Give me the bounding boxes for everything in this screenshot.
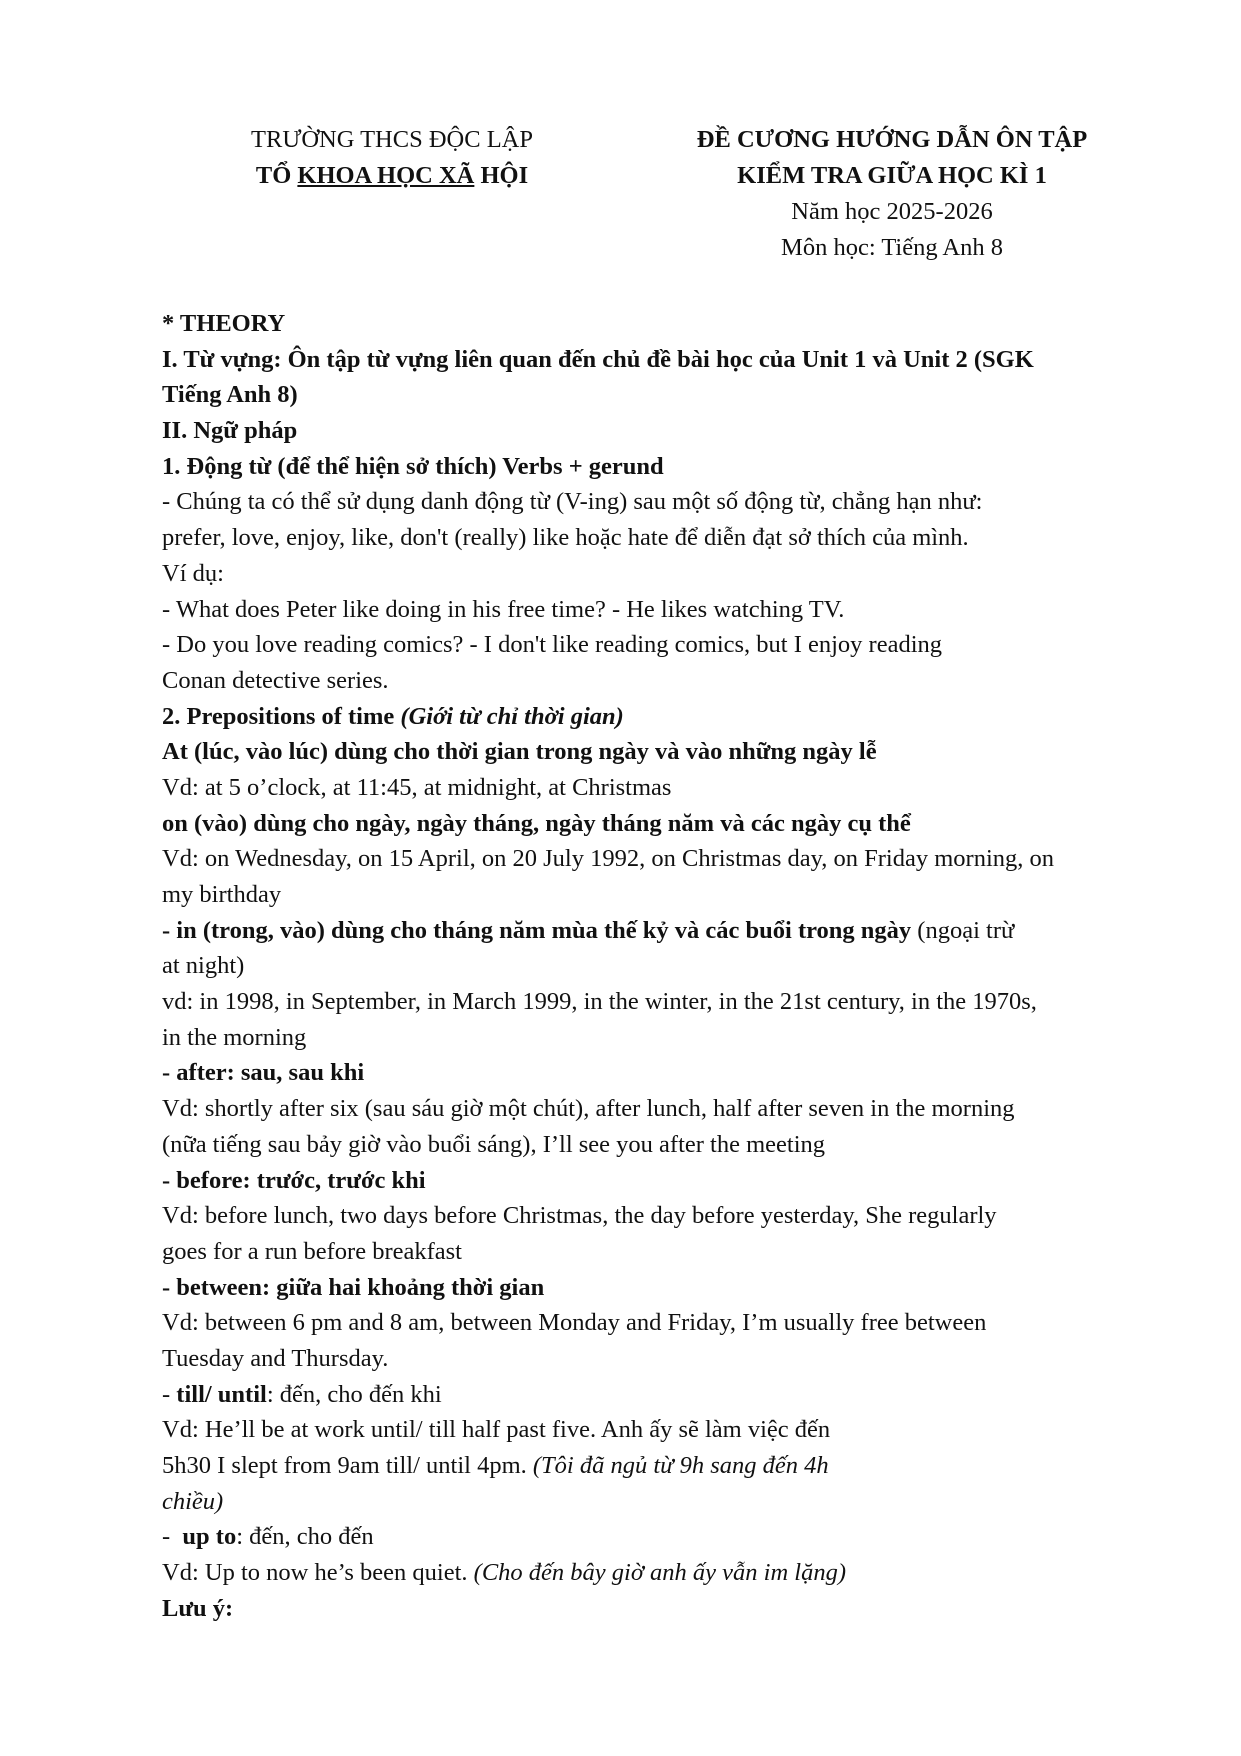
note-label: Lưu ý: — [162, 1594, 234, 1622]
verbs-description-line2: prefer, love, enjoy, like, don't (really) like hoặc hate để diễn đạt sở thích của mình. — [162, 524, 969, 552]
example-2-line2: Conan detective series. — [162, 666, 389, 694]
before-rule: - before: trước, trước khi — [162, 1166, 426, 1194]
on-example-line2: my birthday — [162, 881, 282, 908]
document-title-line1: ĐỀ CƯƠNG HƯỚNG DẪN ÔN TẬP — [696, 126, 1088, 153]
upto-example: Vd: Up to now he’s been quiet. (Cho đến bây giờ anh ấy vẫn im lặng) — [162, 1559, 847, 1587]
before-example-line1: Vd: before lunch, two days before Christmas, the day before yesterday, She regularly — [162, 1202, 997, 1230]
in-rule-line2: at night) — [162, 952, 245, 980]
school-name: TRƯỜNG THCS ĐỘC LẬP — [251, 126, 533, 153]
after-example-line1: Vd: shortly after six (sau sáu giờ một chút), after lunch, half after seven in the morning — [162, 1095, 1015, 1123]
document-title-block — [640, 122, 1144, 266]
vocab-heading-line2: Tiếng Anh 8) — [162, 381, 298, 409]
example-label: Ví dụ: — [162, 559, 224, 587]
document-body — [162, 306, 1152, 1626]
school-header — [220, 122, 564, 194]
till-example-line1: Vd: He’ll be at work until/ till half past five. Anh ấy sẽ làm việc đến — [162, 1416, 831, 1444]
in-rule-line1: - in (trong, vào) dùng cho tháng năm mùa thế kỷ và các buổi trong ngày (ngoại trừ — [162, 916, 1015, 944]
verbs-heading: 1. Động từ (để thể hiện sở thích) Verbs + gerund — [162, 452, 664, 480]
upto-rule: - up to: đến, cho đến — [162, 1523, 374, 1551]
verbs-description-line1: - Chúng ta có thể sử dụng danh động từ (V-ing) sau một số động từ, chẳng hạn như: — [162, 488, 983, 516]
between-rule: - between: giữa hai khoảng thời gian — [162, 1273, 545, 1301]
till-example-line3: chiều) — [162, 1487, 224, 1515]
at-example: Vd: at 5 o’clock, at 11:45, at midnight, at Christmas — [162, 773, 672, 801]
between-example-line2: Tuesday and Thursday. — [162, 1344, 389, 1372]
in-example-line2: in the morning — [162, 1023, 307, 1051]
at-rule: At (lúc, vào lúc) dùng cho thời gian trong ngày và vào những ngày lễ — [162, 738, 877, 766]
between-example-line1: Vd: between 6 pm and 8 am, between Monday and Friday, I’m usually free between — [162, 1309, 987, 1337]
on-rule: on (vào) dùng cho ngày, ngày tháng, ngày tháng năm và các ngày cụ thể — [162, 809, 911, 837]
example-1: - What does Peter like doing in his free time? - He likes watching TV. — [162, 595, 845, 623]
subject: Môn học: Tiếng Anh 8 — [781, 234, 1003, 261]
till-rule: - till/ until: đến, cho đến khi — [162, 1380, 442, 1408]
department-name: TỔ KHOA HỌC XÃ HỘI — [255, 162, 529, 189]
in-example-line1: vd: in 1998, in September, in March 1999, in the winter, in the 21st century, in the 1970s, — [162, 988, 1037, 1016]
prepositions-heading: 2. Prepositions of time (Giới từ chỉ thời gian) — [162, 702, 624, 730]
school-year: Năm học 2025-2026 — [791, 198, 993, 225]
grammar-heading: II. Ngữ pháp — [162, 417, 298, 445]
theory-heading: * THEORY — [162, 310, 286, 337]
before-example-line2: goes for a run before breakfast — [162, 1237, 462, 1265]
after-example-line2: (nữa tiếng sau bảy giờ vào buổi sáng), I’ll see you after the meeting — [162, 1130, 826, 1158]
on-example-line1: Vd: on Wednesday, on 15 April, on 20 July 1992, on Christmas day, on Friday morning, on — [162, 845, 1055, 873]
example-2-line1: - Do you love reading comics? - I don't like reading comics, but I enjoy reading — [162, 631, 943, 659]
vocab-heading-line1: I. Từ vựng: Ôn tập từ vựng liên quan đến chủ đề bài học của Unit 1 và Unit 2 (SGK — [162, 345, 1034, 373]
after-rule: - after: sau, sau khi — [162, 1059, 365, 1087]
document-title-line2: KIỂM TRA GIỮA HỌC KÌ 1 — [737, 162, 1047, 189]
till-example-line2: 5h30 I slept from 9am till/ until 4pm. (Tôi đã ngủ từ 9h sang đến 4h — [162, 1452, 829, 1479]
